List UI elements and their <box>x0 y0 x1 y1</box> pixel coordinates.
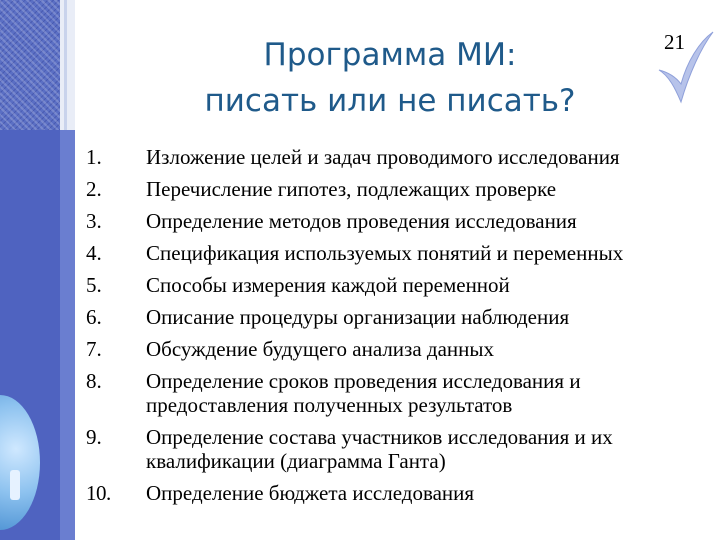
list-item-number: 6. <box>86 305 102 329</box>
list-item-text: Обсуждение будущего анализа данных <box>146 337 494 361</box>
list-item <box>86 305 706 329</box>
program-items-list <box>86 145 706 513</box>
globe-shine <box>10 470 20 500</box>
band-stripe-inner <box>64 0 67 130</box>
left-decorative-band <box>0 0 75 540</box>
list-item-text: Определение бюджета исследования <box>146 481 475 505</box>
list-item-number: 10. <box>86 481 111 505</box>
list-item-text: Определение методов проведения исследования <box>146 209 577 233</box>
band-stripe <box>60 0 75 130</box>
list-item <box>86 209 706 233</box>
title-line-1: Программа МИ: <box>263 37 517 73</box>
list-item-number: 2. <box>86 177 102 201</box>
list-item <box>86 337 706 361</box>
list-item <box>86 481 706 505</box>
list-item-text: Изложение целей и задач проводимого исследования <box>146 145 620 169</box>
slide-title <box>120 32 660 124</box>
band-blue-edge <box>60 130 75 540</box>
list-item-number: 3. <box>86 209 102 233</box>
list-item <box>86 425 706 473</box>
list-item-number: 8. <box>86 369 102 393</box>
list-item-text: Спецификация используемых понятий и переменных <box>146 241 624 265</box>
list-item-number: 4. <box>86 241 102 265</box>
list-item-text: Определение состава участников исследования и их квалификации (диаграмма Ганта) <box>146 425 613 473</box>
list-item-text: Описание процедуры организации наблюдения <box>146 305 570 329</box>
list-item-number: 5. <box>86 273 102 297</box>
list-item-number: 1. <box>86 145 102 169</box>
list-item <box>86 273 706 297</box>
list-item-text: Определение сроков проведения исследования и предоставления полученных результатов <box>146 369 581 417</box>
slide-number: 21 <box>664 30 685 54</box>
list-item <box>86 145 706 169</box>
list-item-text: Способы измерения каждой переменной <box>146 273 510 297</box>
list-item <box>86 241 706 265</box>
list-item-number: 9. <box>86 425 102 449</box>
list-item <box>86 177 706 201</box>
band-pattern <box>0 0 60 130</box>
title-line-2: писать или не писать? <box>204 83 576 119</box>
list-item-number: 7. <box>86 337 102 361</box>
list-item-text: Перечисление гипотез, подлежащих проверке <box>146 177 557 201</box>
list-item <box>86 369 706 417</box>
